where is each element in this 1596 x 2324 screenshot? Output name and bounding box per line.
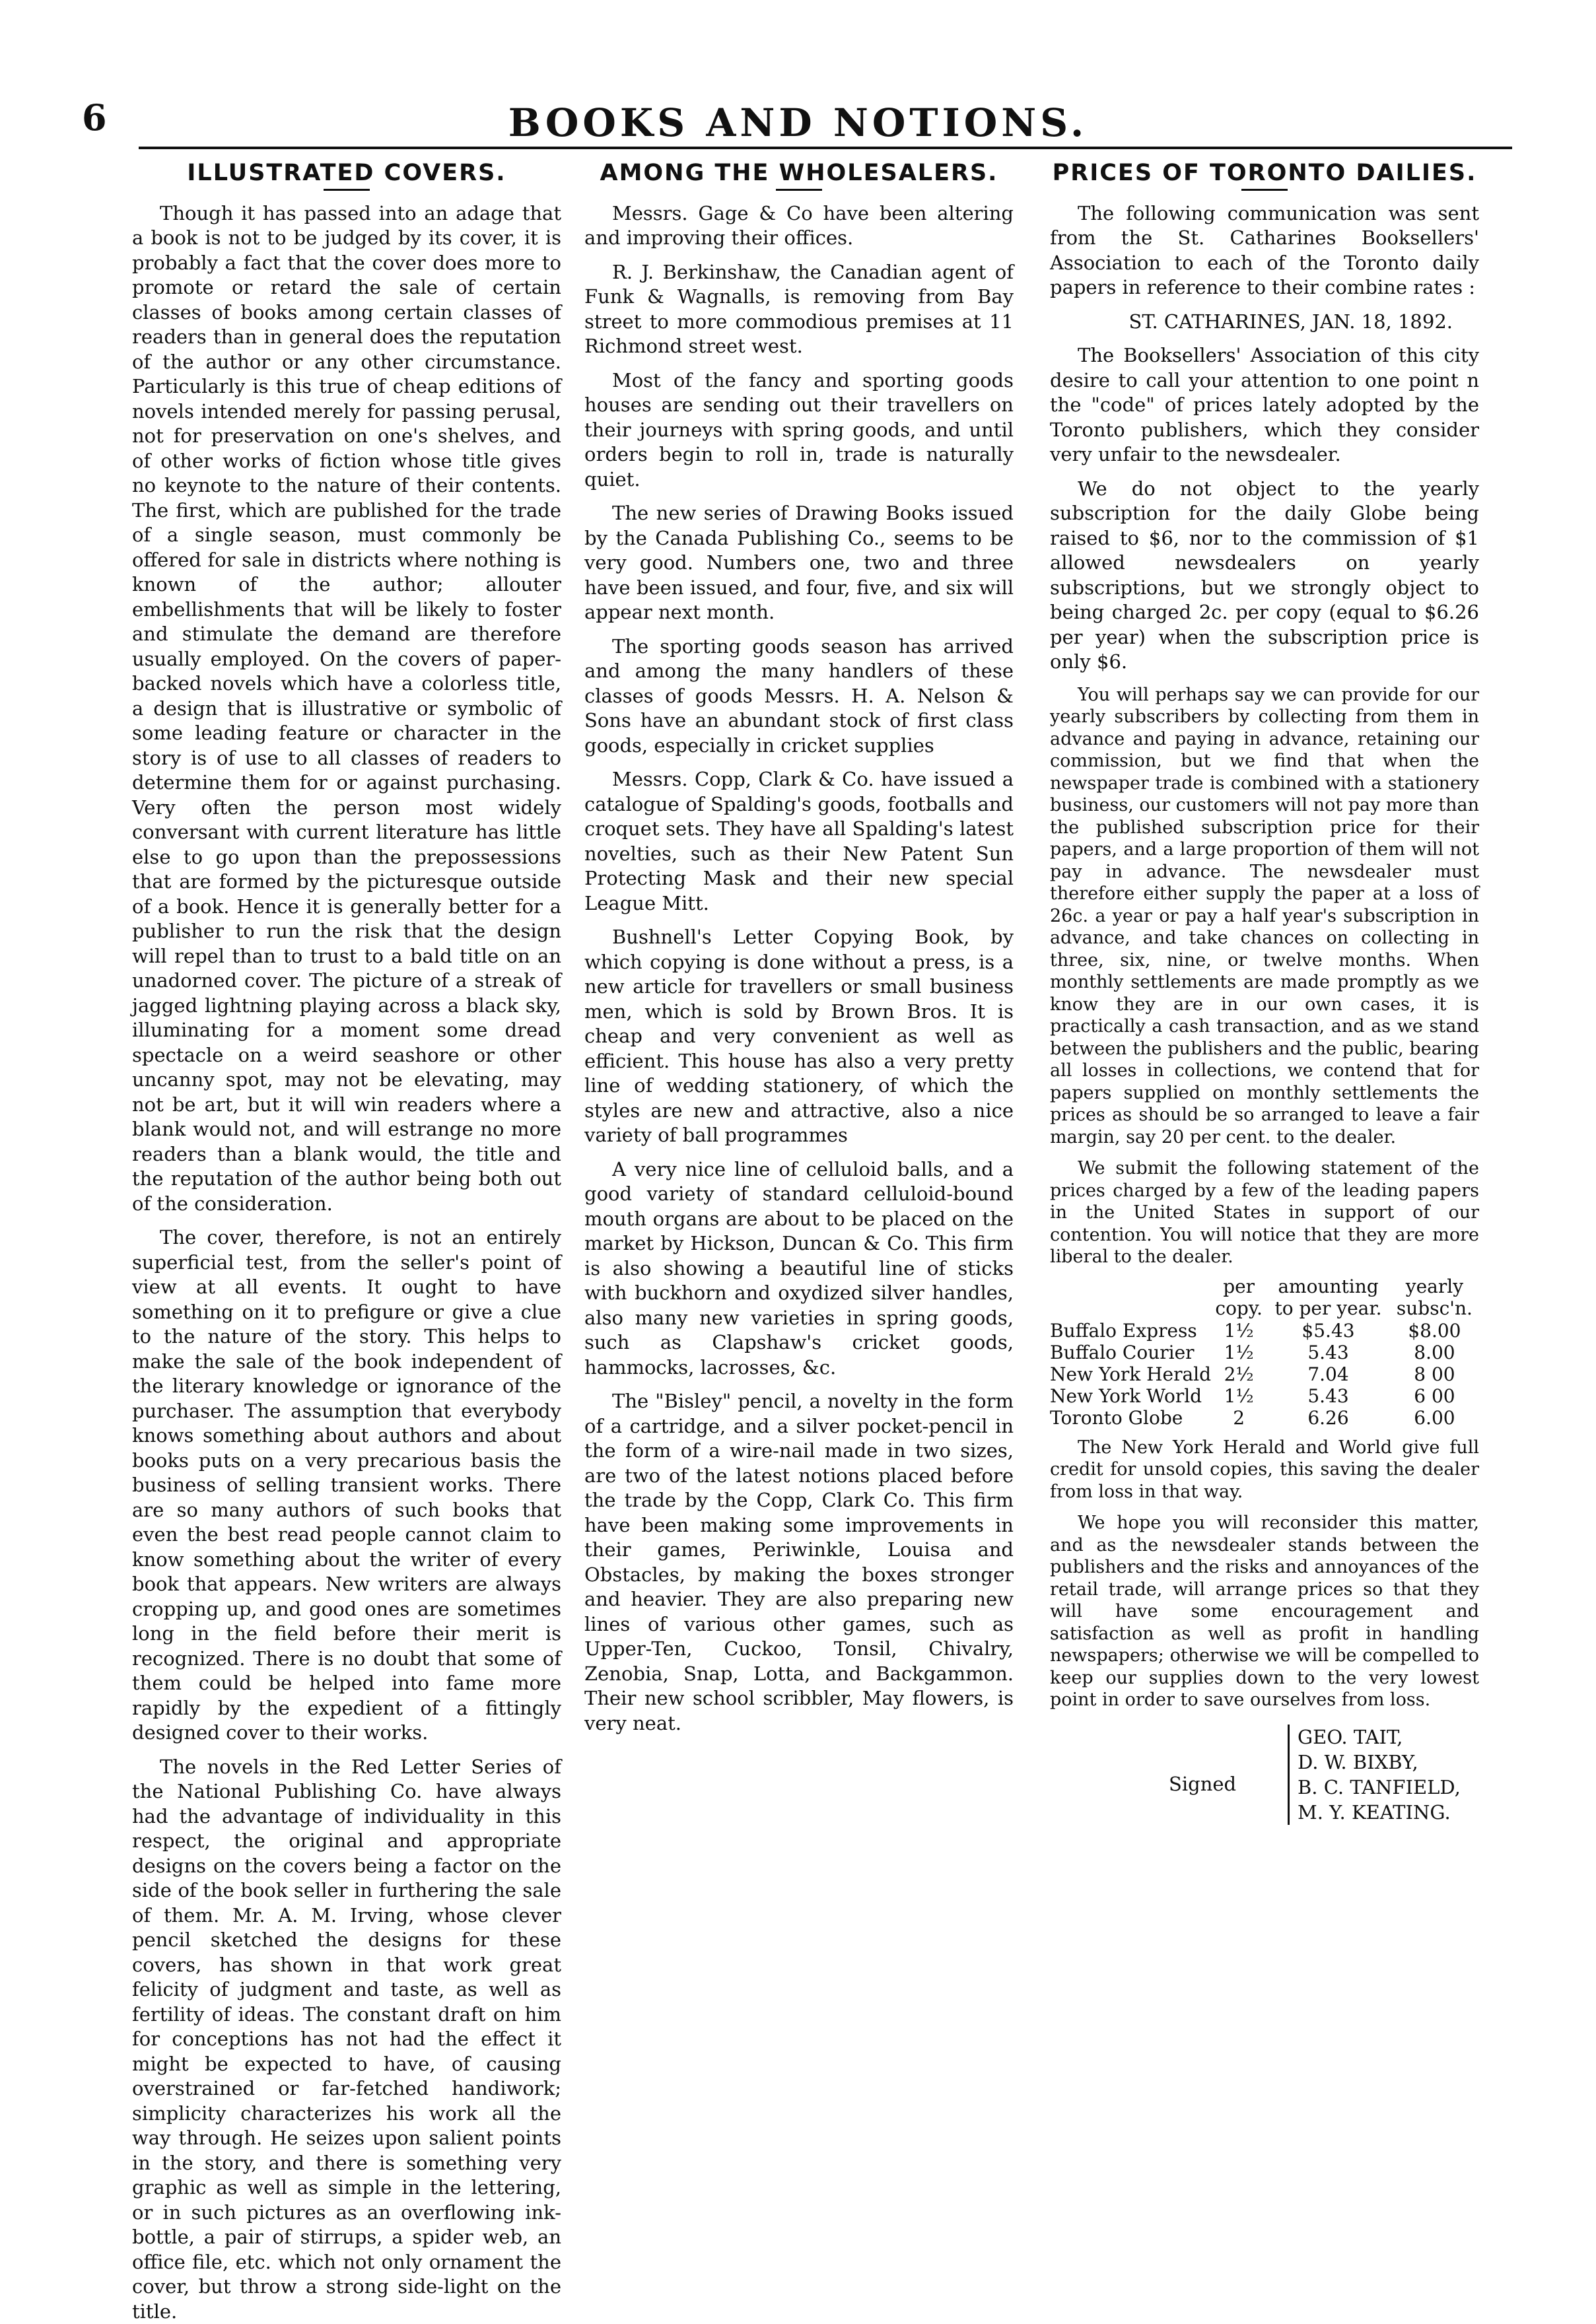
price-cell: $5.43 [1266, 1320, 1390, 1342]
column-3 [1050, 158, 1479, 1863]
paragraph: Though it has passed into an adage that a book is not to be judged by its cover, it is probably a fact that the cover does more to promote or retard the sale of certain classes of books among certain classes of readers than in general does the reputation of the author or any other circumstance. Particularly is this true of cheap editions of novels intended merely for passing perusal, not for preservation on one's shelves, and of other works of fiction whose title gives no keynote to the nature of their contents. The first, which are published for the trade of a single season, must commonly be offered for sale in districts where nothing is known of the author; allouter embellishments that will be likely to foster and stimulate the demand are therefore usually employed. On the covers of paper-backed novels which have a colorless title, a design that is illustrative or symbolic of some leading feature or character in the story is of use to all classes of readers to determine them for or against purchasing. Very often the person most widely conversant with current literature has little else to go upon than the prepossessions that are formed by the picturesque outside of a book. Hence it is generally better for a publisher to run the risk that the design will repel than to trust to a bald title on an unadorned cover. The picture of a streak of jagged lightning playing across a black sky, illuminating for a moment some dread spectacle on a weird seashore or other uncanny spot, may not be elevating, may not be art, but it will win readers where a blank would not, and will estrange no more readers than a blank would, the title and the reputation of the author being both out of the consideration. [132, 201, 561, 1217]
news-item: The new series of Drawing Books issued by the Canada Publishing Co., seems to be very good. Numbers one, two and three have been issued, and four, five, and six will appear next month. [584, 501, 1014, 625]
column-1 [132, 158, 561, 2324]
table-row [1050, 1342, 1479, 1363]
table-row [1050, 1320, 1479, 1342]
running-title: BOOKS AND NOTIONS. [0, 100, 1596, 145]
letter-paragraph: The Booksellers' Association of this city desire to call your attention to one point n the "code" of prices lately adopted by the Toronto publishers, which they consider very unfair to the newsdealer. [1050, 343, 1479, 467]
table-header [1050, 1275, 1211, 1320]
price-cell: 2 [1211, 1407, 1266, 1429]
news-item: Most of the fancy and sporting goods houses are sending out their travellers on their journeys with spring goods, and until orders begin to roll in, trade is naturally quiet. [584, 368, 1014, 493]
news-item: Messrs. Gage & Co have been altering and improving their offices. [584, 201, 1014, 251]
dateline: ST. CATHARINES, JAN. 18, 1892. [1050, 310, 1479, 335]
news-item: The sporting goods season has arrived and among the many handlers of these classes of goods Messrs. H. A. Nelson & Sons have an abundant stock of first class goods, especially in cricket supplies [584, 634, 1014, 759]
letter-paragraph: We hope you will reconsider this matter, and as the newsdealer stands between the publishers and the risks and annoyances of the retail trade, will arrange prices so that they will have some encouragement and satisfaction as well as profit in handling newspapers; otherwise we will be compelled to keep our supplies down to the very lowest point in order to save ourselves from loss. [1050, 1512, 1479, 1711]
signatory: M. Y. KEATING. [1298, 1800, 1461, 1825]
paper-name-cell: Buffalo Courier [1050, 1342, 1211, 1363]
news-item: Messrs. Copp, Clark & Co. have issued a catalogue of Spalding's goods, footballs and croquet sets. They have all Spalding's latest novelties, such as their New Patent Sun Protecting Mask and their new special League Mitt. [584, 767, 1014, 916]
table-header: yearly subsc'n. [1390, 1275, 1479, 1320]
heading-dash [324, 189, 370, 191]
signatories [1288, 1725, 1461, 1825]
page-number: 6 [82, 96, 107, 139]
price-cell: 1½ [1211, 1385, 1266, 1407]
price-cell: 6 00 [1390, 1385, 1479, 1407]
table-row [1050, 1407, 1479, 1429]
paper-name-cell: New York World [1050, 1385, 1211, 1407]
price-cell: 2½ [1211, 1363, 1266, 1385]
signed-label: Signed [1169, 1772, 1236, 1797]
price-cell: 8.00 [1390, 1342, 1479, 1363]
toronto-dailies-heading: PRICES OF TORONTO DAILIES. [1050, 161, 1479, 186]
price-cell: $8.00 [1390, 1320, 1479, 1342]
price-cell: 7.04 [1266, 1363, 1390, 1385]
header-rule [139, 147, 1512, 149]
price-table [1050, 1275, 1479, 1429]
signature-block [1050, 1725, 1479, 1863]
news-item: Bushnell's Letter Copying Book, by which copying is done without a press, is a new article for travellers or small business men, which is sold by Brown Bros. It is cheap and very convenient as well as efficient. This house has also a very pretty line of wedding stationery, of which the styles are new and attractive, also a nice variety of ball programmes [584, 925, 1014, 1148]
news-item: R. J. Berkinshaw, the Canadian agent of Funk & Wagnalls, is removing from Bay street to more commodious premises at 11 Richmond street west. [584, 260, 1014, 359]
table-header-row [1050, 1275, 1479, 1320]
column-2 [584, 158, 1014, 1736]
price-cell: 5.43 [1266, 1342, 1390, 1363]
letter-paragraph: You will perhaps say we can provide for our yearly subscribers by collecting from them in advance and paying in advance, retaining our commission, but we find that when the newspaper trade is combined with a stationery business, our customers will not pay more than the published subscription price for their papers, and a large proportion of them will not pay in advance. The newsdealer must therefore either supply the paper at a loss of 26c. a year or pay a half year's subscription in advance, and take chances on collecting in three, six, nine, or twelve months. When monthly settlements are made promptly as we know they are in our own cases, it is practically a cash transaction, and as we stand between the publishers and the public, bearing all losses in collections, we contend that for papers supplied on monthly settlements the prices as should be so arranged to leave a fair margin, say 20 per cent. to the dealer. [1050, 684, 1479, 1149]
table-row [1050, 1363, 1479, 1385]
letter-paragraph: We do not object to the yearly subscription for the daily Globe being raised to $6, nor to the commission of $1 allowed newsdealers on yearly subscriptions, but we strongly object to being charged 2c. per copy (equal to $6.26 per year) when the subscription price is only $6. [1050, 477, 1479, 675]
heading-dash [1241, 189, 1288, 191]
paper-name-cell: Buffalo Express [1050, 1320, 1211, 1342]
price-cell: 6.00 [1390, 1407, 1479, 1429]
letter-paragraph: We submit the following statement of the prices charged by a few of the leading papers in the United States in support of our contention. You will notice that they are more liberal to the dealer. [1050, 1157, 1479, 1268]
paper-name-cell: Toronto Globe [1050, 1407, 1211, 1429]
table-header: per copy. [1211, 1275, 1266, 1320]
price-cell: 1½ [1211, 1320, 1266, 1342]
signatory: GEO. TAIT, [1298, 1725, 1461, 1750]
letter-paragraph: The New York Herald and World give full credit for unsold copies, this saving the dealer from loss in that way. [1050, 1437, 1479, 1503]
wholesalers-heading: AMONG THE WHOLESALERS. [584, 161, 1014, 186]
price-cell: 5.43 [1266, 1385, 1390, 1407]
table-row [1050, 1385, 1479, 1407]
heading-dash [776, 189, 822, 191]
paper-name-cell: New York Herald [1050, 1363, 1211, 1385]
intro-paragraph: The following communication was sent from the St. Catharines Booksellers' Association to each of the Toronto daily papers in reference to their combine rates : [1050, 201, 1479, 300]
signatory: B. C. TANFIELD, [1298, 1775, 1461, 1800]
table-header: amounting to per year. [1266, 1275, 1390, 1320]
price-cell: 8 00 [1390, 1363, 1479, 1385]
price-cell: 1½ [1211, 1342, 1266, 1363]
paragraph: The novels in the Red Letter Series of the National Publishing Co. have always had the advantage of individuality in this respect, the original and appropriate designs on the covers being a factor on the side of the book seller in furthering the sale of them. Mr. A. M. Irving, whose clever pencil sketched the designs for these covers, has shown in that work great felicity of judgment and taste, as well as fertility of ideas. The constant draft on him for conceptions has not had the effect it might be expected to have, of causing overstrained or far-fetched handiwork; simplicity characterizes his work all the way through. He seizes upon salient points in the story, and there is something very graphic as well as simple in the lettering, or in such pictures as an overflowing ink-bottle, a pair of stirrups, a spider web, an office file, etc. which not only ornament the cover, but throw a strong side-light on the title. [132, 1755, 561, 2324]
paragraph: The cover, therefore, is not an entirely superficial test, from the seller's point of view at all events. It ought to have something on it to prefigure or give a clue to the nature of the story. This helps to make the sale of the book independent of the literary knowledge or ignorance of the purchaser. The assumption that everybody knows something about authors and about books puts on a very precarious basis the business of selling transient works. There are so many authors of such books that even the best read people cannot claim to know something about the writer of every book that appears. New writers are always cropping up, and good ones are sometimes long in the field before their merit is recognized. There is no doubt that some of them could be helped into fame more rapidly by the expedient of a fittingly designed cover to their works. [132, 1225, 561, 1746]
signatory: D. W. BIXBY, [1298, 1750, 1461, 1775]
price-cell: 6.26 [1266, 1407, 1390, 1429]
news-item: A very nice line of celluloid balls, and a good variety of standard celluloid-bound mouth organs are about to be placed on the market by Hickson, Duncan & Co. This firm is also showing a beautiful line of sticks with buckhorn and oxydized silver handles, also many new varieties in spring goods, such as Clapshaw's cricket goods, hammocks, lacrosses, &c. [584, 1157, 1014, 1381]
news-item: The "Bisley" pencil, a novelty in the form of a cartridge, and a silver pocket-pencil in the form of a wire-nail made in two sizes, are two of the latest notions placed before the trade by the Copp, Clark Co. This firm have been making some improvements in their games, Periwinkle, Louisa and Obstacles, by making the boxes stronger and heavier. They are also preparing new lines of various other games, such as Upper-Ten, Cuckoo, Tonsil, Chivalry, Zenobia, Snap, Lotta, and Backgammon. Their new school scribbler, May flowers, is very neat. [584, 1389, 1014, 1736]
illustrated-covers-heading: ILLUSTRATED COVERS. [132, 161, 561, 186]
